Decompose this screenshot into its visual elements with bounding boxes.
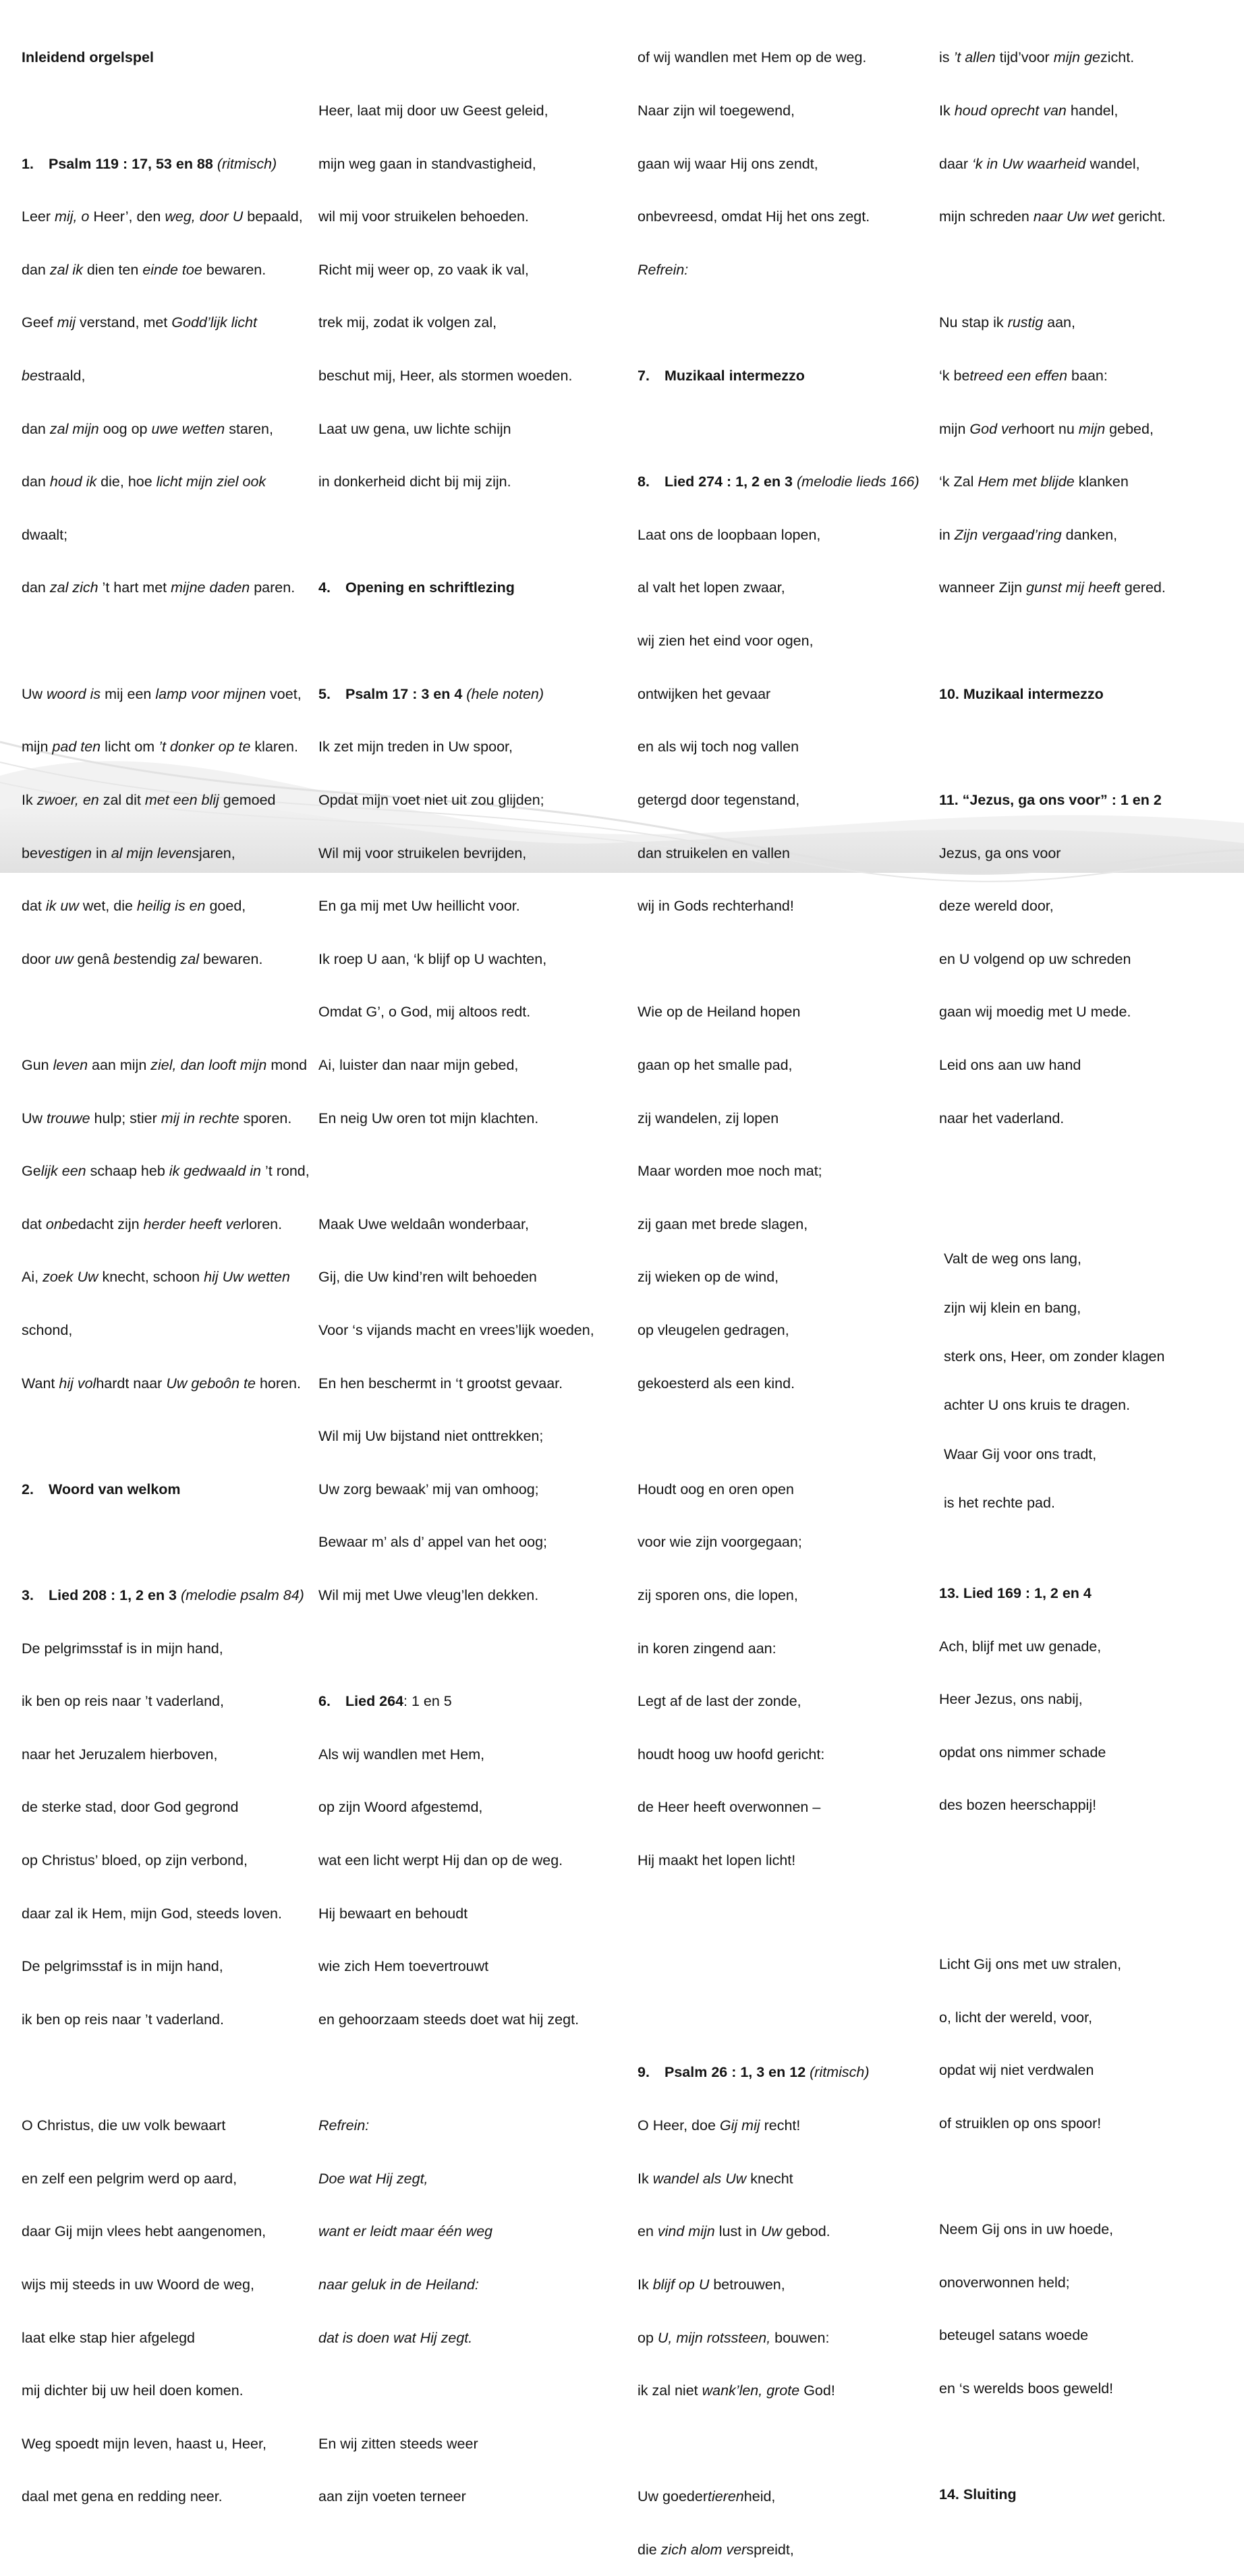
verse-line: Ai, zoek Uw knecht, schoon hij Uw wetten [22, 1269, 290, 1286]
verse-line: bevestigen in al mijn levensjaren, [22, 845, 235, 861]
verse-line: mijn schreden naar Uw wet gericht. [939, 208, 1166, 225]
verse-line: Ik zet mijn treden in Uw spoor, [318, 739, 513, 755]
verse-line: Heer, laat mij door uw Geest geleid, [318, 103, 548, 119]
verse-line: voor wie zijn voorgegaan; [638, 1534, 802, 1551]
verse-line: ontwijken het gevaar [638, 685, 771, 702]
verse-line: ‘k Zal Hem met blijde klanken [939, 474, 1129, 490]
verse-line: de sterke stad, door God gegrond [22, 1799, 239, 1816]
section-heading: 1. Psalm 119 : 17, 53 en 88 (ritmisch) [22, 155, 277, 172]
verse-line: naar het vaderland. [939, 1110, 1065, 1126]
verse-line: Maar worden moe noch mat; [638, 1163, 822, 1180]
verse-line: Gij, die Uw kind’ren wilt behoeden [318, 1269, 537, 1286]
verse-line: Voor ‘s vijands macht en vrees’lijk woeden, [318, 1321, 594, 1338]
verse-line: zij sporen ons, die lopen, [638, 1587, 798, 1604]
verse-line: deze wereld door, [939, 898, 1054, 915]
verse-line: Wil mij voor struikelen bevrijden, [318, 845, 527, 861]
verse-line: En neig Uw oren tot mijn klachten. [318, 1110, 539, 1126]
verse-line: Naar zijn wil toegewend, [638, 103, 795, 119]
refrain-line: dat is doen wat Hij zegt. [318, 2329, 473, 2346]
verse-line: Houdt oog en oren open [638, 1481, 794, 1497]
verse-line: Ik roep U aan, ‘k blijf op U wachten, [318, 950, 547, 967]
verse-line: Omdat G’, o God, mij altoos redt. [318, 1004, 531, 1021]
verse-line: of struiklen op ons spoor! [939, 2115, 1102, 2132]
verse-line: Uw zorg bewaak’ mij van omhoog; [318, 1481, 539, 1497]
verse-line: Ik blijf op U betrouwen, [638, 2276, 785, 2293]
verse-line: Geef mij verstand, met Godd’lijk licht [22, 314, 257, 331]
refrain-label: Refrein: [318, 2117, 370, 2134]
verse-line: dan zal mijn oog op uwe wetten staren, [22, 420, 273, 437]
verse-line: wanneer Zijn gunst mij heeft gered. [939, 579, 1166, 596]
verse-line: in Zijn vergaad’ring danken, [939, 526, 1118, 543]
verse-line: ik ben op reis naar ’t vaderland. [22, 2011, 224, 2028]
verse-line: Weg spoedt mijn leven, haast u, Heer, [22, 2435, 266, 2452]
verse-line: dwaalt; [22, 526, 68, 543]
verse-line: mijn weg gaan in standvastigheid, [318, 155, 536, 172]
verse-line: Richt mij weer op, zo vaak ik val, [318, 261, 529, 278]
section-heading: 10. Muzikaal intermezzo [939, 685, 1104, 702]
verse-line: op Christus’ bloed, op zijn verbond, [22, 1852, 248, 1869]
verse-line: o, licht der wereld, voor, [939, 2009, 1093, 2026]
section-heading: 3. Lied 208 : 1, 2 en 3 (melodie psalm 84) [22, 1587, 304, 1603]
verse-line: en vind mijn lust in Uw gebod. [638, 2223, 830, 2240]
verse-line: Leer mij, o Heer’, den weg, door U bepaald, [22, 208, 303, 225]
verse-line: dan struikelen en vallen [638, 845, 790, 861]
verse-line: ik ben op reis naar ’t vaderland, [22, 1693, 224, 1710]
verse-line: Wie op de Heiland hopen [638, 1004, 801, 1021]
verse-line: daar Gij mijn vlees hebt aangenomen, [22, 2223, 266, 2240]
verse-line: in koren zingend aan: [638, 1640, 776, 1657]
section-heading: 2. Woord van welkom [22, 1481, 181, 1497]
verse-line: Uw trouwe hulp; stier mij in rechte sporen. [22, 1110, 292, 1126]
verse-line: Ach, blijf met uw genade, [939, 1638, 1102, 1655]
verse-line: Ai, luister dan naar mijn gebed, [318, 1056, 519, 1073]
verse-line: naar het Jeruzalem hierboven, [22, 1746, 218, 1763]
verse-line: opdat ons nimmer schade [939, 1744, 1106, 1761]
verse-line: trek mij, zodat ik volgen zal, [318, 314, 497, 331]
column-4 [939, 13, 1166, 2521]
verse-line: en gehoorzaam steeds doet wat hij zegt. [318, 2011, 579, 2028]
section-heading: 9. Psalm 26 : 1, 3 en 12 (ritmisch) [638, 2064, 870, 2081]
verse-line: ‘k betreed een effen baan: [939, 368, 1108, 384]
verse-line: Uw woord is mij een lamp voor mijnen voet, [22, 685, 302, 702]
verse-line: en ‘s werelds boos geweld! [939, 2380, 1114, 2397]
verse-line: daar zal ik Hem, mijn God, steeds loven. [22, 1905, 282, 1922]
verse-line: Licht Gij ons met uw stralen, [939, 1956, 1122, 1973]
verse-line: Laat ons de loopbaan lopen, [638, 526, 821, 543]
verse-line: laat elke stap hier afgelegd [22, 2329, 195, 2346]
verse-line: mijn God verhoort nu mijn gebed, [939, 420, 1154, 437]
verse-line: beschut mij, Heer, als stormen woeden. [318, 368, 573, 384]
verse-line: Neem Gij ons in uw hoede, [939, 2221, 1114, 2238]
verse-line: houdt hoog uw hoofd gericht: [638, 1746, 825, 1763]
verse-line: mij dichter bij uw heil doen komen. [22, 2382, 244, 2399]
verse-line: Hij bewaart en behoudt [318, 1905, 468, 1922]
verse-line: En hen beschermt in ‘t grootst gevaar. [318, 1375, 563, 1392]
verse-line: of wij wandlen met Hem op de weg. [638, 49, 867, 66]
verse-line: dat ik uw wet, die heilig is en goed, [22, 898, 246, 915]
verse-line: zij wieken op de wind, [638, 1269, 779, 1286]
section-heading: 7. Muzikaal intermezzo [638, 368, 805, 384]
verse-line: daal met gena en redding neer. [22, 2488, 223, 2505]
verse-line: Uw goedertierenheid, [638, 2488, 776, 2505]
verse-line: ik zal niet wank’len, grote God! [638, 2382, 835, 2399]
verse-line: beteugel satans woede [939, 2327, 1089, 2344]
verse-line: Ik houd oprecht van handel, [939, 103, 1119, 119]
verse-line: op zijn Woord afgestemd, [318, 1799, 483, 1816]
verse-line: zij gaan met brede slagen, [638, 1215, 808, 1232]
verse-line: daar ‘k in Uw waarheid wandel, [939, 155, 1140, 172]
verse-line: sterk ons, Heer, om zonder klagen [944, 1348, 1165, 1365]
refrain-line: Doe wat Hij zegt, [318, 2170, 428, 2187]
verse-line: Valt de weg ons lang, [944, 1251, 1081, 1267]
verse-line: Gun leven aan mijn ziel, dan looft mijn mond [22, 1056, 308, 1073]
verse-line: Hij maakt het lopen licht! [638, 1852, 796, 1869]
verse-line: en als wij toch nog vallen [638, 739, 799, 755]
verse-line: Gelijk een schaap heb ik gedwaald in ’t rond, [22, 1163, 310, 1180]
verse-line: wie zich Hem toevertrouwt [318, 1958, 489, 1975]
verse-line: Legt af de last der zonde, [638, 1693, 801, 1710]
verse-line: Wil mij met Uwe vleug’len dekken. [318, 1587, 539, 1604]
verse-line: op vleugelen gedragen, [638, 1321, 789, 1338]
verse-line: wijs mij steeds in uw Woord de weg, [22, 2276, 254, 2293]
verse-line: opdat wij niet verdwalen [939, 2062, 1094, 2079]
column-3 [638, 13, 920, 2576]
verse-line: zijn wij klein en bang, [944, 1299, 1081, 1316]
verse-line: Ik wandel als Uw knecht [638, 2170, 793, 2187]
column-1 [22, 13, 310, 2523]
verse-line: gaan wij waar Hij ons zendt, [638, 155, 818, 172]
verse-line: Maak Uwe weldaân wonderbaar, [318, 1215, 529, 1232]
section-heading: 8. Lied 274 : 1, 2 en 3 (melodie lieds 166) [638, 474, 920, 490]
section-heading: 14. Sluiting [939, 2486, 1017, 2503]
verse-line: Laat uw gena, uw lichte schijn [318, 420, 511, 437]
verse-line: al valt het lopen zwaar, [638, 579, 785, 596]
verse-line: dan zal zich ’t hart met mijne daden paren. [22, 579, 295, 596]
verse-line: dan zal ik dien ten einde toe bewaren. [22, 261, 266, 278]
section-heading: 11. “Jezus, ga ons voor” : 1 en 2 [939, 791, 1162, 808]
verse-block [939, 1217, 1166, 1545]
verse-line: bestraald, [22, 368, 86, 384]
verse-line: Heer Jezus, ons nabij, [939, 1691, 1083, 1708]
verse-line: Waar Gij voor ons tradt, [944, 1446, 1097, 1462]
verse-line: des bozen heerschappij! [939, 1797, 1097, 1814]
refrain-line: want er leidt maar één weg [318, 2223, 493, 2240]
verse-line: De pelgrimsstaf is in mijn hand, [22, 1958, 223, 1975]
section-heading: 5. Psalm 17 : 3 en 4 (hele noten) [318, 685, 544, 702]
verse-line: Als wij wandlen met Hem, [318, 1746, 485, 1763]
verse-line: en zelf een pelgrim werd op aard, [22, 2170, 237, 2187]
refrain-line: naar geluk in de Heiland: [318, 2276, 479, 2293]
verse-line: achter U ons kruis te dragen. [944, 1397, 1131, 1414]
verse-line: onoverwonnen held; [939, 2274, 1070, 2291]
verse-line: onbevreesd, omdat Hij het ons zegt. [638, 208, 870, 225]
verse-line: gaan op het smalle pad, [638, 1056, 793, 1073]
verse-line: wij zien het eind voor ogen, [638, 633, 814, 650]
verse-line: mijn pad ten licht om ’t donker op te klaren. [22, 739, 298, 755]
column-2 [318, 13, 594, 2523]
verse-line: gaan wij moedig met U mede. [939, 1004, 1131, 1021]
section-heading: 4. Opening en schriftlezing [318, 579, 515, 596]
section-heading: 6. Lied 264: 1 en 5 [318, 1693, 452, 1710]
verse-line: die zich alom verspreidt, [638, 2541, 794, 2558]
verse-line: Bewaar m’ als d’ appel van het oog; [318, 1534, 548, 1551]
verse-line: En wij zitten steeds weer [318, 2435, 478, 2452]
refrain-label: Refrein: [638, 261, 689, 278]
verse-line: Ik zwoer, en zal dit met een blij gemoed [22, 791, 276, 808]
verse-line: in donkerheid dicht bij mij zijn. [318, 474, 511, 490]
verse-line: is ’t allen tijd’voor mijn gezicht. [939, 49, 1135, 66]
verse-line: is het rechte pad. [944, 1495, 1055, 1512]
verse-line: Leid ons aan uw hand [939, 1056, 1081, 1073]
verse-line: Jezus, ga ons voor [939, 845, 1061, 861]
verse-line: en U volgend op uw schreden [939, 950, 1131, 967]
verse-line: wij in Gods rechterhand! [638, 898, 794, 915]
verse-line: getergd door tegenstand, [638, 791, 800, 808]
verse-line: De pelgrimsstaf is in mijn hand, [22, 1640, 223, 1657]
verse-line: En ga mij met Uw heillicht voor. [318, 898, 520, 915]
verse-line: wat een licht werpt Hij dan op de weg. [318, 1852, 563, 1869]
verse-line: door uw genâ bestendig zal bewaren. [22, 950, 263, 967]
verse-line: aan zijn voeten terneer [318, 2488, 466, 2505]
title: Inleidend orgelspel [22, 49, 154, 66]
verse-line: dat onbedacht zijn herder heeft verloren. [22, 1215, 283, 1232]
verse-line: Wil mij Uw bijstand niet onttrekken; [318, 1428, 544, 1445]
verse-line: op U, mijn rotssteen, bouwen: [638, 2329, 830, 2346]
section-heading: 13. Lied 169 : 1, 2 en 4 [939, 1585, 1092, 1601]
verse-line: Want hij volhardt naar Uw geboôn te horen. [22, 1375, 301, 1392]
verse-line: wil mij voor struikelen behoeden. [318, 208, 529, 225]
verse-line: Opdat mijn voet niet uit zou glijden; [318, 791, 544, 808]
verse-line: gekoesterd als een kind. [638, 1375, 795, 1392]
verse-line: O Heer, doe Gij mij recht! [638, 2117, 801, 2134]
verse-line: de Heer heeft overwonnen – [638, 1799, 821, 1816]
verse-line: zij wandelen, zij lopen [638, 1110, 779, 1126]
verse-line: dan houd ik die, hoe licht mijn ziel ook [22, 474, 266, 490]
verse-line: Nu stap ik rustig aan, [939, 314, 1075, 331]
verse-line: schond, [22, 1321, 73, 1338]
verse-line: O Christus, die uw volk bewaart [22, 2117, 226, 2134]
